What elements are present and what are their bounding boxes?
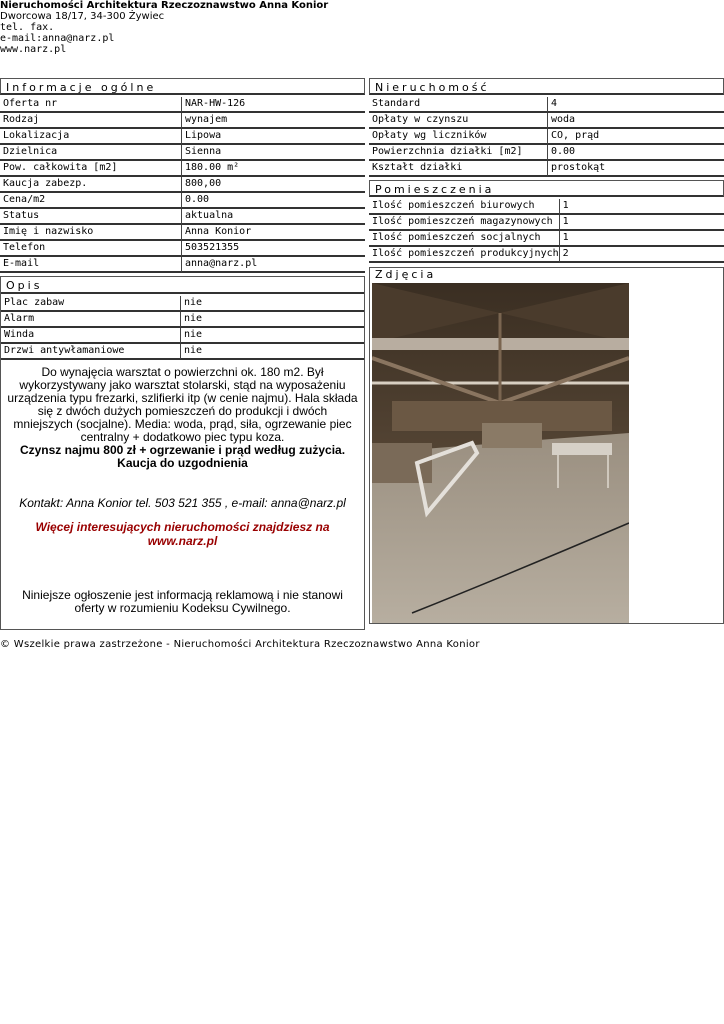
feature-label: Drzwi antywłamaniowe <box>1 344 181 360</box>
feature-value: nie <box>181 344 364 360</box>
company-www: www.narz.pl <box>0 44 67 55</box>
rooms-title: Pomieszczenia <box>369 180 724 197</box>
description-title: Opis <box>1 277 364 294</box>
footer-copyright: © Wszelkie prawa zastrzeżone - Nieruchomości Architektura Rzeczoznawstwo Anna Konior <box>0 639 480 650</box>
rooms-value: 2 <box>560 247 724 263</box>
general-info-value: anna@narz.pl <box>182 257 365 273</box>
general-info-row <box>0 129 365 145</box>
general-info-value: wynajem <box>182 113 365 129</box>
general-info-row <box>0 97 365 113</box>
general-info-row <box>0 113 365 129</box>
property-row <box>369 145 724 161</box>
property-value: woda <box>548 113 724 129</box>
property-value: 4 <box>548 97 724 113</box>
general-info-value: 0.00 <box>182 193 365 209</box>
general-info-label: Kaucja zabezp. <box>0 177 182 193</box>
rooms-label: Ilość pomieszczeń produkcyjnych <box>369 247 560 263</box>
general-info-label: E-mail <box>0 257 182 273</box>
general-info-value: 180.00 m² <box>182 161 365 177</box>
general-info-label: Cena/m2 <box>0 193 182 209</box>
property-label: Kształt działki <box>369 161 548 177</box>
property-label: Opłaty w czynszu <box>369 113 548 129</box>
general-info-label: Rodzaj <box>0 113 182 129</box>
general-info-value: 503521355 <box>182 241 365 257</box>
description-text <box>1 360 364 470</box>
property-value: prostokąt <box>548 161 724 177</box>
rooms-row <box>369 247 724 263</box>
general-info-row <box>0 225 365 241</box>
description-box <box>0 276 365 630</box>
general-info-value: Lipowa <box>182 129 365 145</box>
company-email: e-mail:anna@narz.pl <box>0 33 115 44</box>
general-info-row <box>0 177 365 193</box>
general-info-row <box>0 209 365 225</box>
general-info-value: Sienna <box>182 145 365 161</box>
contact-line: Kontakt: Anna Konior tel. 503 521 355 , e-mail: anna@narz.pl <box>19 496 346 510</box>
general-info-row <box>0 241 365 257</box>
company-phone: tel. fax. <box>0 22 55 33</box>
right-column <box>369 78 724 624</box>
property-row <box>369 161 724 177</box>
general-info-label: Pow. całkowita [m2] <box>0 161 182 177</box>
general-info-title: Informacje ogólne <box>0 78 365 95</box>
general-info-label: Imię i nazwisko <box>0 225 182 241</box>
rent-info: Czynsz najmu 800 zł + ogrzewanie i prąd według zużycia. <box>19 443 346 457</box>
general-info-value: Anna Konior <box>182 225 365 241</box>
left-column <box>0 78 365 630</box>
more-offers-link[interactable]: Więcej interesujących nieruchomości znajdziesz na www.narz.pl <box>35 520 330 548</box>
general-info-value: 800,00 <box>182 177 365 193</box>
property-row <box>369 97 724 113</box>
property-label: Opłaty wg liczników <box>369 129 548 145</box>
description-body: Do wynajęcia warsztat o powierzchni ok. 180 m2. Był wykorzystywany jako warsztat stolarski, stąd na wyposażeniu urządzenia typu frezarki, szlifierki itp (w cenie najmu). Hala składa się z dwóch dużych pomieszczeń do produkcji i dwóch mniejszych (socjalne). Media: woda, prąd, siła, ogrzewanie piec centralny + dodatkowo piec typu koza. <box>7 365 358 444</box>
property-label: Standard <box>369 97 548 113</box>
features-table <box>1 296 364 360</box>
general-info-label: Oferta nr <box>0 97 182 113</box>
rooms-label: Ilość pomieszczeń socjalnych <box>369 231 560 247</box>
workshop-photo[interactable] <box>372 283 629 623</box>
general-info-label: Telefon <box>0 241 182 257</box>
rooms-row <box>369 215 724 231</box>
general-info-row <box>0 161 365 177</box>
property-title: Nieruchomość <box>369 78 724 95</box>
company-name: Nieruchomości Architektura Rzeczoznawstwo Anna Konior <box>0 0 329 11</box>
rooms-label: Ilość pomieszczeń magazynowych <box>369 215 560 231</box>
feature-row <box>1 296 364 312</box>
feature-label: Plac zabaw <box>1 296 181 312</box>
general-info-row <box>0 145 365 161</box>
property-row <box>369 113 724 129</box>
feature-value: nie <box>181 328 364 344</box>
feature-row <box>1 344 364 360</box>
rooms-label: Ilość pomieszczeń biurowych <box>369 199 560 215</box>
feature-value: nie <box>181 312 364 328</box>
workshop-photo-image <box>372 283 629 623</box>
general-info-value: NAR-HW-126 <box>182 97 365 113</box>
feature-label: Alarm <box>1 312 181 328</box>
rooms-value: 1 <box>560 199 724 215</box>
property-table <box>369 97 724 177</box>
general-info-row <box>0 193 365 209</box>
rooms-value: 1 <box>560 231 724 247</box>
property-row <box>369 129 724 145</box>
feature-row <box>1 312 364 328</box>
page-header <box>0 0 328 55</box>
photos-title: Zdjęcia <box>375 268 437 281</box>
general-info-label: Status <box>0 209 182 225</box>
rooms-table <box>369 199 724 263</box>
company-address: Dworcowa 18/17, 34-300 Żywiec <box>0 11 165 22</box>
general-info-label: Dzielnica <box>0 145 182 161</box>
rooms-value: 1 <box>560 215 724 231</box>
general-info-label: Lokalizacja <box>0 129 182 145</box>
general-info-value: aktualna <box>182 209 365 225</box>
deposit-info: Kaucja do uzgodnienia <box>117 456 248 470</box>
general-info-row <box>0 257 365 273</box>
feature-label: Winda <box>1 328 181 344</box>
rooms-row <box>369 199 724 215</box>
property-label: Powierzchnia działki [m2] <box>369 145 548 161</box>
property-value: CO, prąd <box>548 129 724 145</box>
rooms-row <box>369 231 724 247</box>
property-value: 0.00 <box>548 145 724 161</box>
disclaimer: Niniejsze ogłoszenie jest informacją reklamową i nie stanowi oferty w rozumieniu Kodeksu Cywilnego. <box>22 588 343 615</box>
photos-box <box>369 267 724 624</box>
general-info-table <box>0 97 365 273</box>
feature-value: nie <box>181 296 364 312</box>
feature-row <box>1 328 364 344</box>
